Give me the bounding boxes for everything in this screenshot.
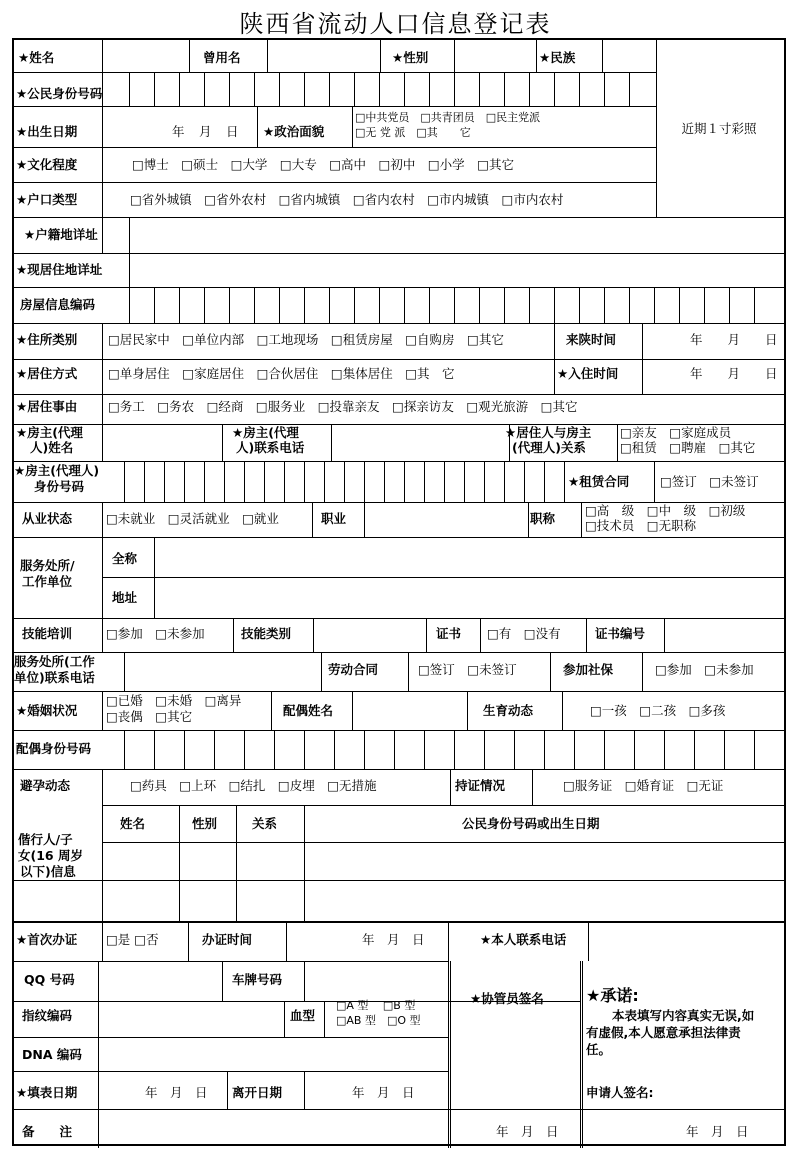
labor-contract-label: 劳动合同 — [328, 662, 379, 677]
political-options-2[interactable]: □无 党 派 □其 它 — [355, 126, 471, 139]
owner-name-label-2: 人)姓名 — [30, 440, 74, 455]
form-title: 陕西省流动人口信息登记表 — [239, 10, 552, 38]
job-title-label: 职称 — [530, 511, 556, 526]
arrive-time-label: 来陕时间 — [566, 332, 617, 347]
labor-contract-options[interactable]: □签订 □未签订 — [418, 662, 517, 677]
companion-label-3: 以下)信息 — [20, 864, 76, 879]
qq-label: QQ 号码 — [24, 972, 75, 987]
owner-name-label-1: ★房主(代理 — [16, 425, 83, 440]
move-in-date: 年 月 日 — [690, 366, 778, 381]
dob-date: 年 月 日 — [172, 124, 240, 139]
assistant-sign-date: 年 月 日 — [496, 1124, 559, 1139]
residence-mode-options[interactable]: □单身居住 □家庭居住 □合伙居住 □集体居住 □其 它 — [108, 366, 455, 381]
residence-type-label: ★住所类别 — [16, 332, 78, 347]
skill-training-options[interactable]: □参加 □未参加 — [106, 626, 205, 641]
contraception-options[interactable]: □药具 □上环 □结扎 □皮埋 □无措施 — [130, 778, 377, 793]
worktel-label-1: 服务处所(工作 — [14, 654, 95, 669]
fingerprint-label: 指纹编码 — [22, 1008, 73, 1023]
certificate-status-label: 持证情况 — [455, 778, 506, 793]
certificate-status-options[interactable]: □服务证 □婚育证 □无证 — [563, 778, 724, 793]
marriage-options-2[interactable]: □丧偶 □其它 — [106, 709, 193, 724]
license-time-label: 办证时间 — [202, 932, 253, 947]
first-license-options[interactable]: □是 □否 — [106, 932, 159, 947]
first-license-label: ★首次办证 — [16, 932, 78, 947]
education-options[interactable]: □博士 □硕士 □大学 □大专 □高中 □初中 □小学 □其它 — [132, 157, 514, 172]
owner-tel-label-2: 人)联系电话 — [236, 440, 305, 455]
certificate-options[interactable]: □有 □没有 — [487, 626, 561, 641]
companion-relation-header: 关系 — [252, 816, 278, 831]
workplace-fullname-label: 全称 — [112, 551, 138, 566]
plate-label: 车牌号码 — [232, 972, 283, 987]
ethnic-label: ★民族 — [539, 50, 576, 65]
companion-label-2: 女(16 周岁 — [18, 848, 83, 863]
workplace-label-1: 服务处所/ — [20, 558, 75, 573]
dob-label: ★出生日期 — [16, 124, 78, 139]
marriage-label: ★婚姻状况 — [16, 703, 78, 718]
workplace-label-2: 工作单位 — [22, 574, 73, 589]
companion-label-1: 偕行人/子 — [18, 832, 73, 847]
fertility-label: 生育动态 — [483, 703, 534, 718]
owner-id-label-2: 身份号码 — [34, 479, 85, 494]
residence-reason-label: ★居住事由 — [16, 399, 78, 414]
gender-label: ★性别 — [392, 50, 429, 65]
license-date: 年 月 日 — [362, 932, 425, 947]
workplace-address-label: 地址 — [112, 590, 138, 605]
move-in-label: ★入住时间 — [557, 366, 619, 381]
social-insurance-options[interactable]: □参加 □未参加 — [655, 662, 754, 677]
worktel-label-2: 单位)联系电话 — [14, 670, 95, 685]
dna-label: DNA 编码 — [22, 1047, 82, 1062]
certificate-no-label: 证书编号 — [595, 626, 646, 641]
lease-contract-options[interactable]: □签订 □未签订 — [660, 474, 759, 489]
owner-relation-options-2[interactable]: □租赁 □聘雇 □其它 — [620, 440, 756, 455]
contraception-label: 避孕动态 — [20, 778, 71, 793]
registered-address-label: ★户籍地详址 — [24, 227, 98, 242]
owner-relation-label-2: (代理人)关系 — [512, 440, 586, 455]
companion-gender-header: 性别 — [192, 816, 218, 831]
fill-date-label: ★填表日期 — [16, 1085, 78, 1100]
promise-title: ★承诺: — [586, 986, 639, 1005]
photo-placeholder[interactable]: 近期１寸彩照 — [681, 121, 757, 136]
residence-mode-label: ★居住方式 — [16, 366, 78, 381]
leave-date-label: 离开日期 — [232, 1085, 283, 1100]
hukou-label: ★户口类型 — [16, 192, 78, 207]
social-insurance-label: 参加社保 — [563, 662, 614, 677]
promise-line-2: 有虚假,本人愿意承担法律责 — [586, 1025, 741, 1040]
job-title-options-2[interactable]: □技术员 □无职称 — [585, 518, 697, 533]
leave-date: 年 月 日 — [352, 1085, 415, 1100]
marriage-options-1[interactable]: □已婚 □未婚 □离异 — [106, 693, 242, 708]
fill-date: 年 月 日 — [145, 1085, 208, 1100]
employment-label: 从业状态 — [22, 511, 73, 526]
occupation-label: 职业 — [321, 511, 347, 526]
promise-line-3: 任。 — [586, 1042, 612, 1057]
remarks-label: 备 注 — [22, 1124, 73, 1139]
name-label: ★姓名 — [18, 50, 55, 65]
assistant-signature-label: ★协管员签名 — [470, 991, 544, 1006]
house-code-label: 房屋信息编码 — [20, 297, 96, 312]
applicant-signature-label: 申请人签名: — [586, 1085, 654, 1100]
employment-options[interactable]: □未就业 □灵活就业 □就业 — [106, 511, 279, 526]
arrive-date: 年 月 日 — [690, 332, 778, 347]
skill-training-label: 技能培训 — [22, 626, 73, 641]
current-address-label: ★现居住地详址 — [16, 262, 103, 277]
skill-type-label: 技能类别 — [241, 626, 292, 641]
promise-line-1: 本表填写内容真实无误,如 — [612, 1008, 755, 1023]
owner-tel-label-1: ★房主(代理 — [232, 425, 299, 440]
political-options-1[interactable]: □中共党员 □共青团员 □民主党派 — [355, 111, 541, 124]
companion-id-header: 公民身份号码或出生日期 — [462, 816, 600, 831]
owner-id-label-1: ★房主(代理人) — [14, 463, 100, 478]
blood-type-label: 血型 — [290, 1008, 316, 1023]
political-label: ★政治面貌 — [263, 124, 325, 139]
spouse-name-label: 配偶姓名 — [283, 703, 334, 718]
applicant-sign-date: 年 月 日 — [686, 1124, 749, 1139]
blood-type-options-1[interactable]: □A 型 □B 型 — [336, 999, 416, 1012]
blood-type-options-2[interactable]: □AB 型 □O 型 — [336, 1014, 421, 1027]
residence-type-options[interactable]: □居民家中 □单位内部 □工地现场 □租赁房屋 □自购房 □其它 — [108, 332, 504, 347]
id-number-label: ★公民身份号码 — [16, 86, 103, 101]
owner-relation-label-1: ★居住人与房主 — [505, 425, 592, 440]
certificate-label: 证书 — [436, 626, 462, 641]
residence-reason-options[interactable]: □务工 □务农 □经商 □服务业 □投靠亲友 □探亲访友 □观光旅游 □其它 — [108, 399, 578, 414]
owner-relation-options-1[interactable]: □亲友 □家庭成员 — [620, 425, 732, 440]
education-label: ★文化程度 — [16, 157, 78, 172]
hukou-options[interactable]: □省外城镇 □省外农村 □省内城镇 □省内农村 □市内城镇 □市内农村 — [130, 192, 564, 207]
spouse-id-label: 配偶身份号码 — [16, 741, 92, 756]
self-phone-label: ★本人联系电话 — [480, 932, 567, 947]
alias-label: 曾用名 — [203, 50, 241, 65]
lease-contract-label: ★租赁合同 — [568, 474, 630, 489]
fertility-options[interactable]: □一孩 □二孩 □多孩 — [590, 703, 726, 718]
job-title-options-1[interactable]: □高 级 □中 级 □初级 — [585, 503, 746, 518]
companion-name-header: 姓名 — [120, 816, 146, 831]
